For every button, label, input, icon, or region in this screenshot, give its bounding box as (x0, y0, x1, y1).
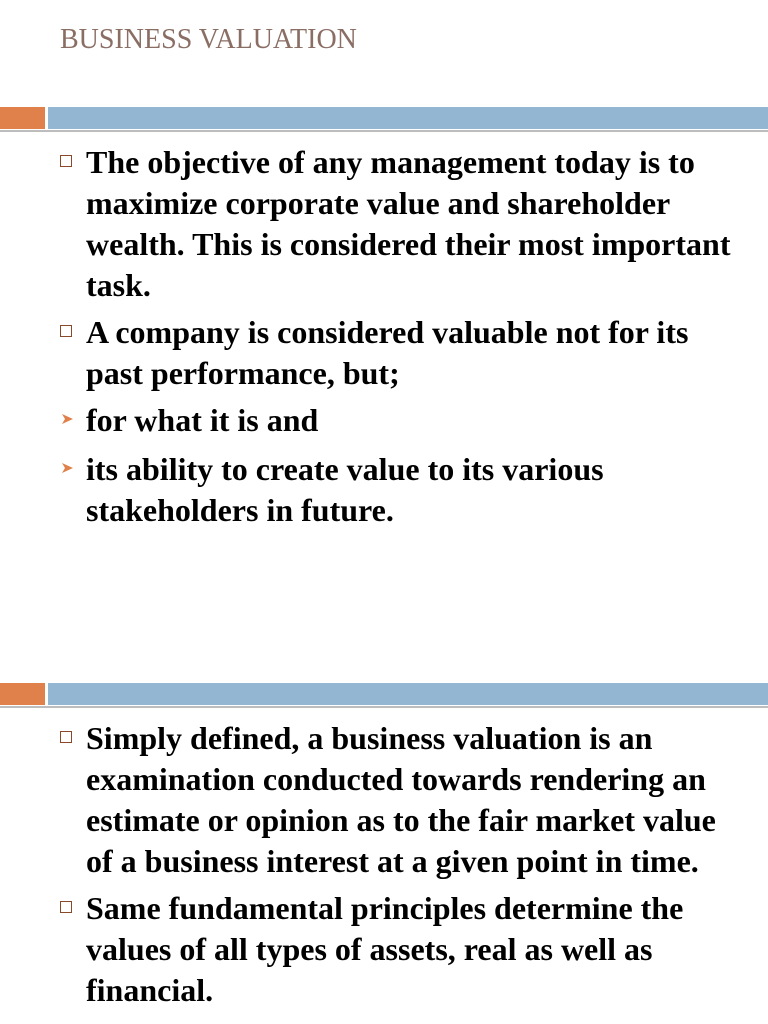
square-bullet-icon (60, 325, 72, 337)
section-divider-middle (0, 683, 768, 709)
divider-blue-band (48, 107, 768, 129)
bullet-text: The objective of any management today is to maximize corporate value and shareholder wealth. This is considered their most important task. (86, 144, 731, 303)
bullet-text: its ability to create value to its various stakeholders in future. (86, 451, 604, 528)
divider-orange-block (0, 683, 45, 705)
bullet-text: for what it is and (86, 402, 319, 438)
square-bullet-icon (60, 901, 72, 913)
divider-blue-band (48, 683, 768, 705)
square-bullet-icon (60, 155, 72, 167)
list-item (0, 142, 768, 306)
list-item (0, 400, 768, 441)
bullet-text: Same fundamental principles determine the values of all types of assets, real as well as financial. (86, 890, 684, 1008)
slide-title: BUSINESS VALUATION (60, 24, 357, 55)
divider-orange-block (0, 107, 45, 129)
bullet-list-1 (0, 142, 768, 531)
divider-rule (0, 130, 768, 132)
list-item (0, 449, 768, 531)
square-bullet-icon (60, 731, 72, 743)
list-item (0, 312, 768, 394)
arrow-bullet-icon (60, 461, 76, 475)
bullet-list-2 (0, 718, 768, 1011)
section-divider-top (0, 107, 768, 133)
arrow-bullet-icon (60, 412, 76, 426)
list-item (0, 718, 768, 882)
list-item (0, 888, 768, 1011)
divider-rule (0, 706, 768, 708)
bullet-text: A company is considered valuable not for its past performance, but; (86, 314, 689, 391)
bullet-text: Simply defined, a business valuation is an examination conducted towards rendering an estimate or opinion as to the fair market value of a business interest at a given point in time. (86, 720, 716, 879)
